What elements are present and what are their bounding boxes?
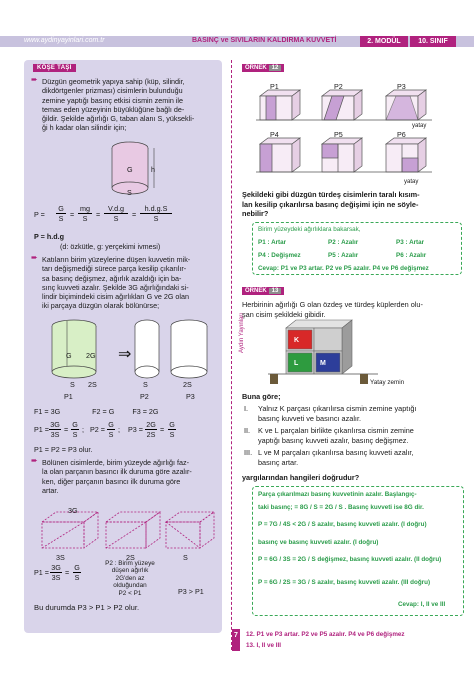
p6-label: P6 xyxy=(397,130,406,139)
pressure-equal: P1 = P2 = P3 olur. xyxy=(34,445,93,454)
corner-stone-tag: KÖŞE TAŞI xyxy=(33,64,76,72)
answer-13-l6: P = 6G / 2S = 3G / S azalır, basınç kuvveti azalır. (III doğru) xyxy=(258,579,431,586)
paragraph-2: Katıların birim yüzeylerine düşen kuvvetin mik- tarı değişmediği sürece parça kesilip çıkarılır- sa basınç değişmez, ağırlık azaldığı için ba- sınç kuvveti azalır. Şekilde 3G ağırlığındaki si- lindir biçimindeki cisim ağırlıkları G ve 2G olan iki parçaya düzgün olarak bölünürse; xyxy=(42,255,191,311)
fig3-3s: 3S xyxy=(56,553,65,562)
answer-13-l2: taki basınç; = 8G / S = 2G / S . Basınç kuvveti ise 8G dir. xyxy=(258,504,424,511)
fig2-2s: 2S xyxy=(88,380,97,389)
fig2-p3: P3 xyxy=(186,392,195,401)
header-title: BASINÇ ve SIVILARIN KALDIRMA KUVVETİ xyxy=(192,37,337,44)
answer-12-row2: P4 : Değişmez P5 : Azalır P6 : Azalır xyxy=(258,252,427,259)
example-12-question: Şekildeki gibi düzgün türdeş cisimlerin taralı kısım- lan kesilip çıkarılırsa basınç değişimi için ne söyle- nebilir? xyxy=(242,190,420,218)
pressure-note: (d: özkütle, g: yerçekimi ivmesi) xyxy=(60,242,161,251)
fig2-2s-b: 2S xyxy=(183,380,192,389)
fig2-g: G xyxy=(66,351,72,360)
answer-13-l1: Parça çıkarılmazı basınç kuvvetinin azalır. Başlangıç- xyxy=(258,491,417,498)
bullet-icon: ➨ xyxy=(31,456,38,465)
cube-m-label: M xyxy=(320,360,326,367)
conclusion: Bu durumda P3 > P1 > P2 olur. xyxy=(34,603,140,612)
p4-label: P4 xyxy=(270,130,279,139)
p3-label: P3 xyxy=(397,82,406,91)
header-modul: 2. MODÜL xyxy=(360,36,408,47)
p1-fraction: P1 = 3G 3S = G S xyxy=(34,563,80,582)
bullet-icon: ➨ xyxy=(31,253,38,262)
answer-12-result: Cevap: P1 ve P3 artar. P2 ve P5 azalır. P4 ve P6 değişmez xyxy=(258,265,429,272)
bullet-icon: ➨ xyxy=(31,75,38,84)
answer-13-result: Cevap: I, II ve III xyxy=(398,601,446,608)
fig3-3g: 3G xyxy=(68,506,78,515)
zemin-label: Yatay zemin xyxy=(370,379,405,386)
cube-l-label: L xyxy=(294,360,299,367)
example-12-tag: ÖRNEK 12 xyxy=(242,64,284,72)
p3-compare: P3 > P1 xyxy=(178,587,204,596)
fig2-p2: P2 xyxy=(140,392,149,401)
example-13-tag: ÖRNEK 13 xyxy=(242,287,284,295)
paragraph-3: Bölünen cisimlerde, birim yüzeyde ağırlığı faz- la olan parçanın basıncı ilk duruma göre azalır- ken, diğer parçanın basıncı ilk duruma göre artar. xyxy=(42,458,192,495)
p5-label: P5 xyxy=(334,130,343,139)
force-line: F1 = 3G F2 = G F3 = 2G xyxy=(34,407,159,416)
example-13-intro: Herbirinin ağırlığı G olan özdeş ve türdeş küplerden olu- şan cisim şekildeki gibidir. xyxy=(242,300,423,319)
fig2-2g: 2G xyxy=(86,351,96,360)
yatay-label-1: yatay xyxy=(412,123,427,129)
arrow-icon: ⇒ xyxy=(118,346,132,363)
fig3-2s: 2S xyxy=(126,553,135,562)
pressure-simplified: P = h.d.g xyxy=(34,232,65,241)
pressure-formula: P = G S = mg S = V.d.g S = h.d.g.S S xyxy=(34,204,214,226)
footer-answer-12: 12. P1 ve P3 artar. P2 ve P5 azalır. P4 ve P6 değişmez xyxy=(246,631,405,638)
footer-answer-13: 13. I, II ve III xyxy=(246,642,282,649)
example-12-blocks xyxy=(256,82,466,186)
p2-note: P2 : Birim yüzeye düşen ağırlık 2G'den az olduğundan P2 < P1 xyxy=(105,560,155,597)
cube-k-label: K xyxy=(294,337,300,344)
p1-label: P1 xyxy=(270,82,279,91)
answer-12-title: Birim yüzeydeki ağırlıklara bakarsak, xyxy=(258,226,361,233)
paragraph-1: Düzgün geometrik yapıya sahip (küp, silindir, dikdörtgenler prizması) cisimlerin bulunduğu zemine yaptığı basınç etkisi cismin zemin ile temas eden yüzeyinin büyüklüğüne bağlı de- ğildir. Şekilde ağırlığı G, taban alanı S, yüksekli- ği h kadar olan silindir için; xyxy=(42,77,195,133)
p2-label: P2 xyxy=(334,82,343,91)
yatay-label-2: yatay xyxy=(404,179,419,185)
column-divider xyxy=(231,60,232,650)
fig2-p1: P1 xyxy=(64,392,73,401)
pressure-fractions: P1 = 3G 3S = G S ; P2 = G S ; P3 = 2G 2S = G S xyxy=(34,420,175,439)
header-sinif: 10. SINIF xyxy=(410,36,456,47)
answer-13-l3: P = 7G / 4S < 2G / S azalır, basınç kuvveti azalır. (I doğru) xyxy=(258,521,427,528)
fig2-s: S xyxy=(70,380,75,389)
cylinder-figure xyxy=(108,138,168,204)
side-label: Aydın Yayınları xyxy=(239,312,246,354)
header-url[interactable]: www.aydinyayinlari.com.tr xyxy=(24,37,105,44)
prism-figure xyxy=(36,508,218,554)
answer-12-row1: P1 : Artar P2 : Azalır P3 : Artar xyxy=(258,239,425,246)
answer-13-l4: basınç ve basınç kuvveti azalır. (I doğru) xyxy=(258,539,379,546)
cyl-g-label: G xyxy=(127,165,133,174)
cyl-h-label: h xyxy=(151,165,155,174)
page-number: 7 xyxy=(234,632,238,639)
cyl-s-label: S xyxy=(127,188,132,197)
fig3-s: S xyxy=(183,553,188,562)
example-13-items: I. Yalnız K parçası çıkarılırsa cismin zemine yaptığı basınç kuvveti ve basıncı azalır. II. K ve L parçaları birlikte çıkarılırsa cismin zemine yaptığı basınç kuvveti azalır, basınç değişmez. III. L ve M parçaları çıkarılırsa basınç kuvveti azalır, basınç artar. xyxy=(244,404,417,467)
answer-13-l5: P = 6G / 3S = 2G / S değişmez, basınç kuvveti azalır. (II doğru) xyxy=(258,556,442,563)
fig2-s-b: S xyxy=(143,380,148,389)
bune-label: Buna göre; xyxy=(242,392,281,401)
example-13-ask: yargılarından hangileri doğrudur? xyxy=(242,473,360,482)
